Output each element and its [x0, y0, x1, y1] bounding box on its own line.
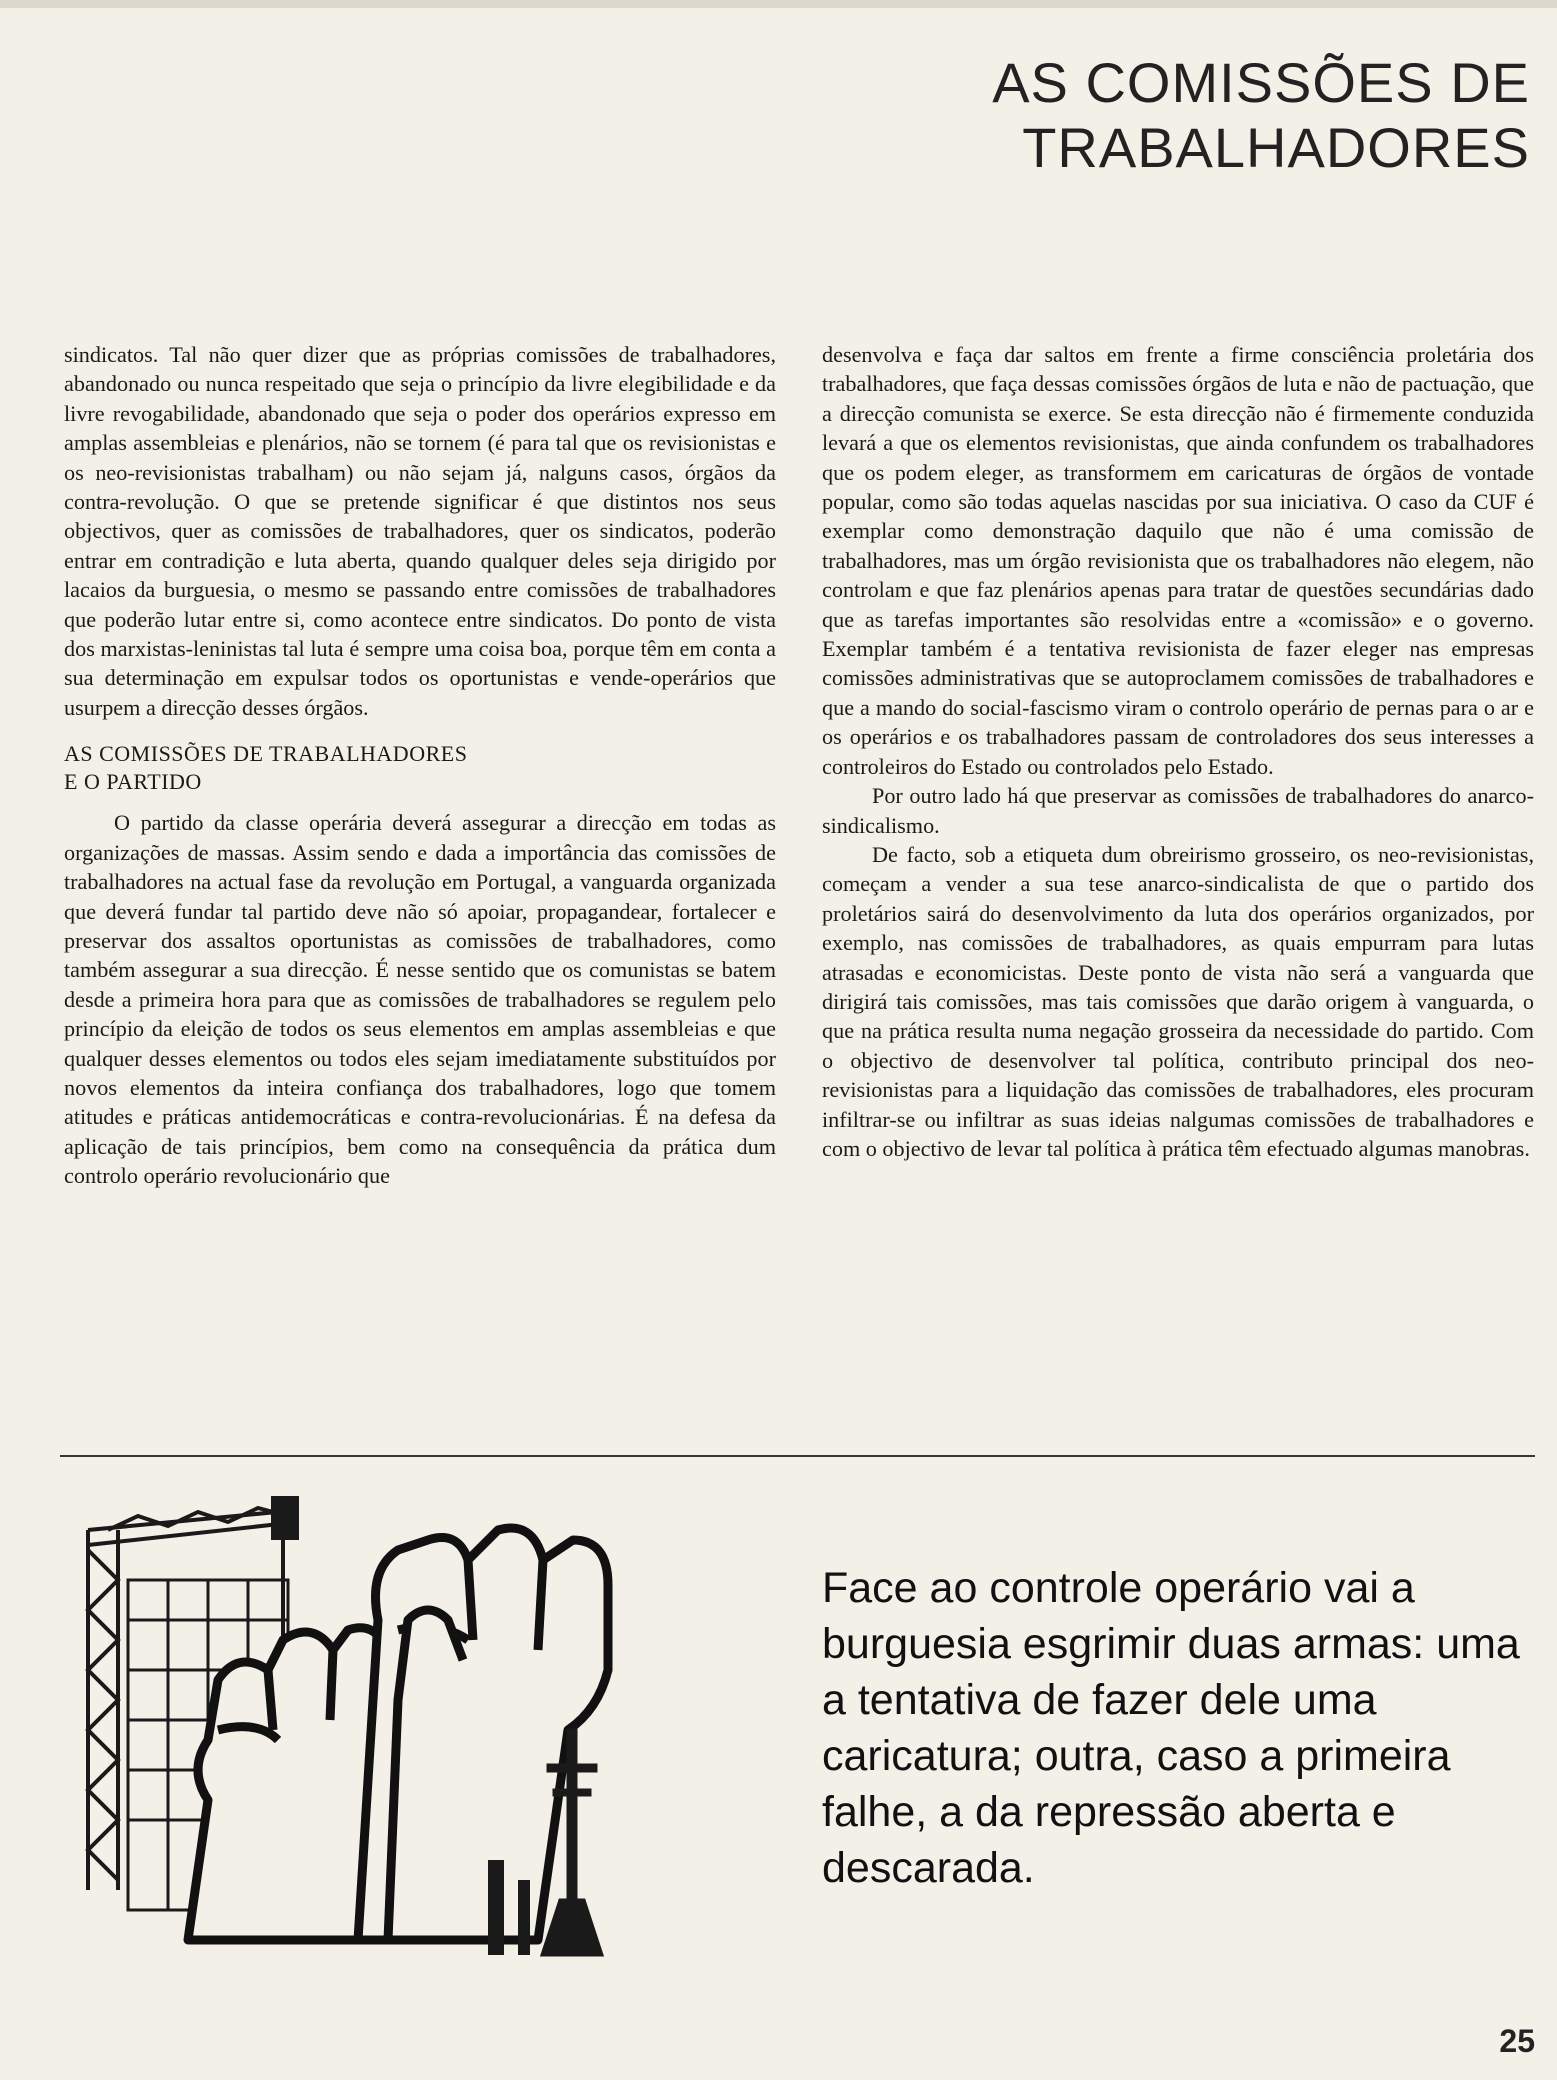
body-paragraph: sindicatos. Tal não quer dizer que as próprias comissões de trabalhadores, abandonado ou nunca respeitado que seja o princípio da livre elegibilidade e da livre revogabilidade, abandonado que seja o poder dos operários expresso em amplas assembleias e plenários, não se tornem (é para tal que os revisionistas e os neo-revisionistas trabalham) ou não sejam já, nalguns casos, órgãos da contra-revolução. O que se pretende significar é que distintos nos seus objectivos, quer as comissões de trabalhadores, quer os sindicatos, poderão entrar em contradição e luta aberta, quando qualquer deles seja dirigido por lacaios da burguesia, o mesmo se passando entre comissões de trabalhadores que poderão lutar entre si, como acontece entre sindicatos. Do ponto de vista dos marxistas-leninistas tal luta é sempre uma coisa boa, porque têm em conta a sua determinação em expulsar todos os oportunistas e vende-operários que usurpem a direcção desses órgãos.	[64, 342, 776, 720]
raised-fists-and-crane-illustration	[68, 1470, 808, 1990]
top-edge	[0, 0, 1557, 8]
page-number: 25	[1499, 2023, 1535, 2059]
body-paragraph: O partido da classe operária deverá assegurar a direcção em todas as organizações de massas. Assim sendo e dada a importância das comissões de trabalhadores na actual fase da revolução em Portugal, a vanguarda organizada que deverá fundar tal partido deve não só apoiar, propagandear, fortalecer e preservar dos assaltos oportunistas as comissões de trabalhadores, como também assegurar a sua direcção. É nesse sentido que os comunistas se batem desde a primeira hora para que as comissões de trabalhadores se regulem pelo princípio da eleição de todos os seus elementos em amplas assembleias e que qualquer desses elementos ou todos eles sejam imediatamente substituídos por novos elementos da inteira confiança dos trabalhadores, logo que tomem atitudes e práticas antidemocráticas e contra-revolucionárias. É na defesa da aplicação de tais princípios, bem como na consequência da prática dum controlo operário revolucionário que	[64, 810, 776, 1189]
pull-quote: Face ao controle operário vai a burguesia esgrimir duas armas: uma a tentativa de fazer dele uma caricatura; outra, caso a primeira falhe, a da repressão aberta e descarada.	[822, 1564, 1520, 1892]
body-paragraph: desenvolva e faça dar saltos em frente a firme consciência proletária dos trabalhadores, que faça dessas comissões órgãos de luta e não de pactuação, que a direcção comunista se exerce. Se esta direcção não é firmemente conduzida levará a que os elementos revisionistas, que ainda confundem os trabalhadores que os podem eleger, as transformem em caricaturas de órgãos de vontade popular, como são todas aquelas nascidas por sua iniciativa. O caso da CUF é exemplar como demonstração daquilo que não é uma comissão de trabalhadores, mas um órgão revisionista que os trabalhadores não elegem, não controlam e que faz plenários apenas para tratar de questões secundárias dado que as tarefas importantes são resolvidas entre a «comissão» e o governo. Exemplar também é a tentativa revisionista de fazer eleger nas empresas comissões administrativas que se autoproclamem comissões de trabalhadores e que a mando do social-fascismo viram o controlo operário de pernas para o ar e os operários e os trabalhadores passam de controladores dos seus interesses a controleiros do Estado ou controlados pelo Estado.	[822, 342, 1534, 779]
left-column	[64, 340, 776, 1191]
section-heading-line: AS COMISSÕES DE TRABALHADORES	[64, 741, 468, 767]
body-paragraph: Por outro lado há que preservar as comissões de trabalhadores do anarco-sindicalismo.	[822, 783, 1534, 838]
section-heading	[64, 740, 776, 796]
section-heading-line: E O PARTIDO	[64, 769, 202, 795]
section-divider	[60, 1455, 1535, 1457]
right-column	[822, 340, 1534, 1163]
body-paragraph: De facto, sob a etiqueta dum obreirismo grosseiro, os neo-revisionistas, começam a vender a sua tese anarco-sindicalista de que o partido dos proletários sairá do desenvolvimento da luta dos operários organizados, por exemplo, nas comissões de trabalhadores, as quais empurram para lutas atrasadas e economicistas. Deste ponto de vista não será a vanguarda que dirigirá tais comissões, mas tais comissões que darão origem à vanguarda, o que na prática resulta numa negação grosseira da necessidade do partido. Com o objectivo de desenvolver tal política, contributo principal dos neo-revisionistas para a liquidação das comissões de trabalhadores, eles procuram infiltrar-se ou infiltrar as suas ideias nalgumas comissões de trabalhadores e com o objectivo de levar tal política à prática têm efectuado algumas manobras.	[822, 841, 1534, 1161]
page-title: AS COMISSÕES DE TRABALHADORES	[992, 51, 1530, 179]
